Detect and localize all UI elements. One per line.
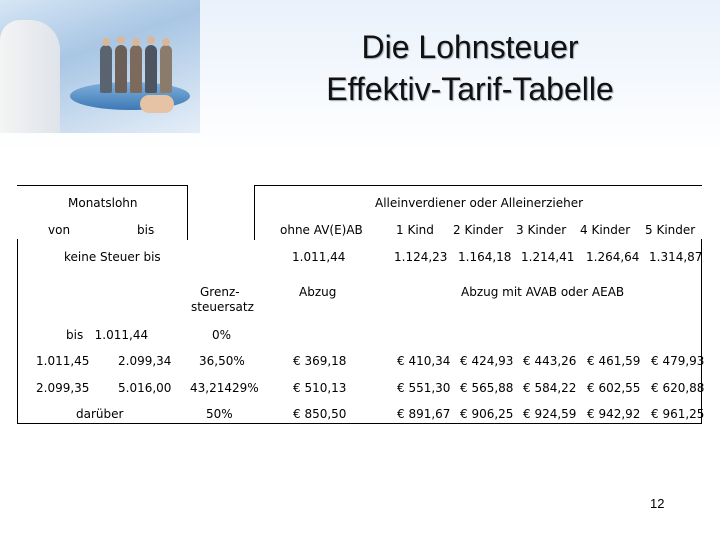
table-row-3-k5: € 961,25: [651, 407, 705, 421]
keine-steuer-k1: 1.124,23: [394, 250, 448, 264]
table-row-0-range: bis 1.011,44: [66, 328, 149, 342]
table-row-1-k1: € 410,34: [397, 354, 451, 368]
table-row-1-ohne: € 369,18: [293, 354, 347, 368]
table-row-2-rate: 43,21429%: [190, 381, 259, 395]
table-row-3-k2: € 906,25: [460, 407, 514, 421]
kinder3-header: 3 Kinder: [516, 223, 567, 237]
abzug-header: Abzug: [299, 285, 337, 299]
table-row-2-k2: € 565,88: [460, 381, 514, 395]
table-row-3-range: darüber: [76, 407, 124, 421]
kinder4-header: 4 Kinder: [580, 223, 631, 237]
table-row-3-k1: € 891,67: [397, 407, 451, 421]
table-row-2-ohne: € 510,13: [293, 381, 347, 395]
table-row-1-k2: € 424,93: [460, 354, 514, 368]
kinder2-header: 2 Kinder: [453, 223, 504, 237]
keine-steuer-k4: 1.264,64: [586, 250, 640, 264]
table-row-1-k4: € 461,59: [587, 354, 641, 368]
table-row-2-bis: 5.016,00: [118, 381, 172, 395]
ohne-header: ohne AV(E)AB: [280, 223, 363, 237]
table-row-1-rate: 36,50%: [199, 354, 245, 368]
table-row-3-ohne: € 850,50: [293, 407, 347, 421]
keine-steuer-k3: 1.214,41: [521, 250, 575, 264]
table-row-1-k5: € 479,93: [651, 354, 705, 368]
von-header: von: [48, 223, 71, 237]
grenz-header-line1: Grenz-: [200, 285, 240, 299]
kinder5-header: 5 Kinder: [645, 223, 696, 237]
table-row-2-k5: € 620,88: [651, 381, 705, 395]
table-row-2-k1: € 551,30: [397, 381, 451, 395]
table-row-3-k3: € 924,59: [523, 407, 577, 421]
table-row-2-von: 2.099,35: [36, 381, 90, 395]
kind1-header: 1 Kind: [396, 223, 434, 237]
table-row-1-k3: € 443,26: [523, 354, 577, 368]
table-row-2-k4: € 602,55: [587, 381, 641, 395]
alleinverdiener-header: Alleinverdiener oder Alleinerzieher: [375, 196, 584, 210]
table-row-3-rate: 50%: [206, 407, 233, 421]
page-title: Die Lohnsteuer Effektiv-Tarif-Tabelle: [326, 29, 614, 107]
table-row-1-bis: 2.099,34: [118, 354, 172, 368]
keine-steuer-k2: 1.164,18: [458, 250, 512, 264]
keine-steuer-ohne: 1.011,44: [292, 250, 346, 264]
table-row-1-von: 1.011,45: [36, 354, 90, 368]
bis-header: bis: [137, 223, 155, 237]
abzug-avab-header: Abzug mit AVAB oder AEAB: [461, 285, 625, 299]
keine-steuer-label: keine Steuer bis: [64, 250, 161, 264]
table-row-3-k4: € 942,92: [587, 407, 641, 421]
table-row-0-rate: 0%: [212, 328, 232, 342]
grenz-header-line2: steuersatz: [191, 300, 254, 314]
keine-steuer-k5: 1.314,87: [649, 250, 703, 264]
page-number: 12: [650, 496, 665, 511]
table-row-2-k3: € 584,22: [523, 381, 577, 395]
monatslohn-header: Monatslohn: [68, 196, 138, 210]
